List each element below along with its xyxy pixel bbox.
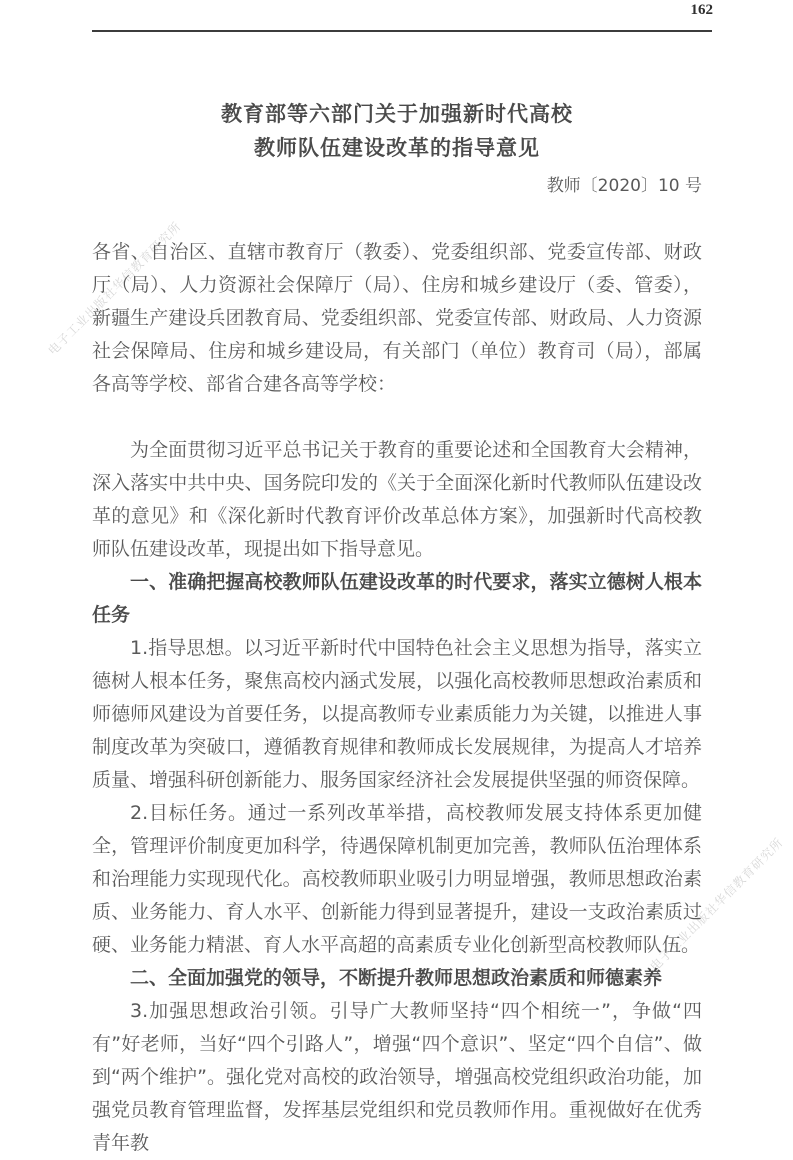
intro-paragraph: 为全面贯彻习近平总书记关于教育的重要论述和全国教育大会精神，深入落实中共中央、国务院印发的《关于全面深化新时代教师队伍建设改革的意见》和《深化新时代教育评价改革总体方案》，加强新时代高校教师队伍建设改革，现提出如下指导意见。 (92, 439, 702, 560)
page-number: 162 (690, 2, 713, 18)
document-title-line1: 教育部等六部门关于加强新时代高校 (221, 102, 573, 126)
publisher-watermark-left: 电子工业出版社华信教育研究所 (45, 219, 185, 358)
document-title (92, 97, 702, 165)
section-2-heading: 二、全面加强党的领导，不断提升教师思想政治素质和师德素养 (130, 967, 663, 989)
document-body (92, 236, 702, 1160)
section-1-heading: 一、准确把握高校教师队伍建设改革的时代要求，落实立德树人根本任务 (92, 571, 702, 626)
paragraph-guiding-ideology: 1.指导思想。以习近平新时代中国特色社会主义思想为指导，落实立德树人根本任务，聚焦高校内涵式发展，以强化高校教师思想政治素质和师德师风建设为首要任务，以提高教师专业素质能力为关键，以推进人事制度改革为突破口，遵循教育规律和教师成长发展规律，为提高人才培养质量、增强科研创新能力、服务国家经济社会发展提供坚强的师资保障。 (92, 637, 702, 791)
document-content (92, 0, 702, 1160)
salutation-paragraph: 各省、自治区、直辖市教育厅（教委）、党委组织部、党委宣传部、财政厅（局）、人力资源社会保障厅（局）、住房和城乡建设厅（委、管委），新疆生产建设兵团教育局、党委组织部、党委宣传部、财政局、人力资源社会保障局、住房和城乡建设局，有关部门（单位）教育司（局），部属各高等学校、部省合建各高等学校： (92, 241, 702, 395)
paragraph-political-guidance: 3.加强思想政治引领。引导广大教师坚持“四个相统一”，争做“四有”好老师，当好“四个引路人”，增强“四个意识”、坚定“四个自信”、做到“两个维护”。强化党对高校的政治领导，增强高校党组织政治功能，加强党员教育管理监督，发挥基层党组织和党员教师作用。重视做好在优秀青年教 (92, 1000, 702, 1154)
paragraph-target-tasks: 2.目标任务。通过一系列改革举措，高校教师发展支持体系更加健全，管理评价制度更加科学，待遇保障机制更加完善，教师队伍治理体系和治理能力实现现代化。高校教师职业吸引力明显增强，教师思想政治素质、业务能力、育人水平、创新能力得到显著提升，建设一支政治素质过硬、业务能力精湛、育人水平高超的高素质专业化创新型高校教师队伍。 (92, 802, 702, 956)
document-number: 教师〔2020〕10 号 (546, 176, 702, 196)
publisher-watermark-right: 电子工业出版社华信教育研究所 (647, 835, 787, 974)
document-title-line2: 教师队伍建设改革的指导意见 (254, 136, 540, 160)
